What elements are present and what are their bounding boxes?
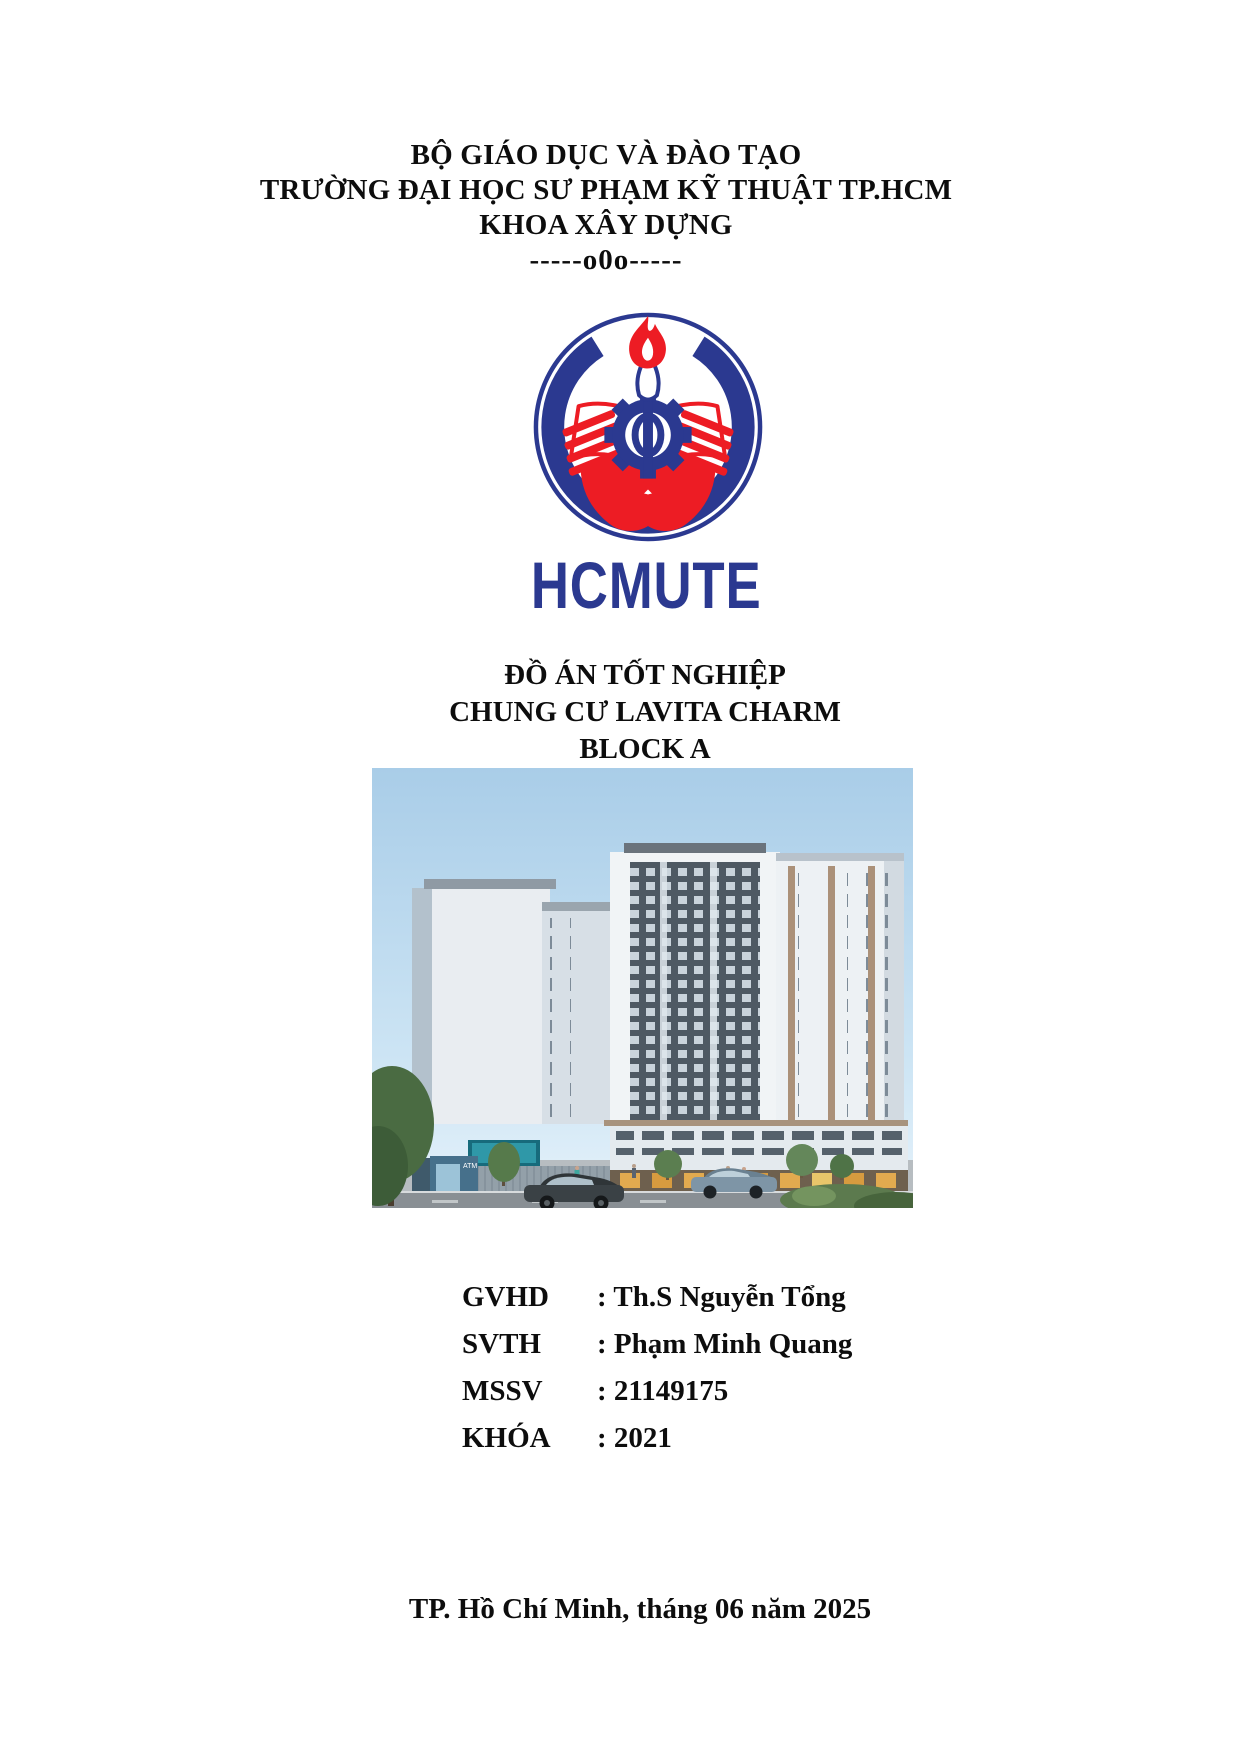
right-tower [776,853,904,1124]
block-title: BLOCK A [579,733,711,765]
wordmark-row [26,548,1240,622]
ornament-separator: -----o0o----- [529,244,683,276]
info-value: : 2021 [597,1422,672,1454]
faculty-line: KHOA XÂY DỰNG [479,209,733,241]
info-value: : Phạm Minh Quang [597,1328,853,1360]
info-label: SVTH [462,1328,541,1360]
university-seal-icon [529,308,767,546]
info-row-svth [462,1328,852,1358]
hcmute-wordmark: HCMUTE [530,548,762,622]
title-block [25,657,1240,768]
project-name-title: CHUNG CƯ LAVITA CHARM [449,696,841,728]
atm-sign-label: ATM [463,1163,478,1170]
podium [604,1120,908,1170]
info-label: GVHD [462,1281,549,1313]
info-label: MSSV [462,1375,543,1407]
info-label: KHÓA [462,1422,551,1454]
info-row-khoa [462,1422,852,1452]
left-tower [412,879,556,1124]
thesis-type-title: ĐỒ ÁN TỐT NGHIỆP [504,659,786,691]
building-photo [372,768,913,1208]
university-line: TRƯỜNG ĐẠI HỌC SƯ PHẠM KỸ THUẬT TP.HCM [259,174,953,206]
hcmute-logo [529,308,767,546]
building-rendering-illustration [372,768,913,1208]
info-block [462,1281,852,1469]
info-value: : 21149175 [597,1375,729,1407]
info-row-gvhd [462,1281,852,1311]
candle-bar [643,393,653,478]
info-value: : Th.S Nguyễn Tổng [597,1281,846,1313]
header-block [0,138,1226,278]
ministry-line: BỘ GIÁO DỤC VÀ ĐÀO TẠO [410,139,802,171]
place-date-line: TP. Hồ Chí Minh, tháng 06 năm 2025 [408,1593,872,1625]
info-row-mssv [462,1375,852,1405]
center-tower [610,843,780,1124]
